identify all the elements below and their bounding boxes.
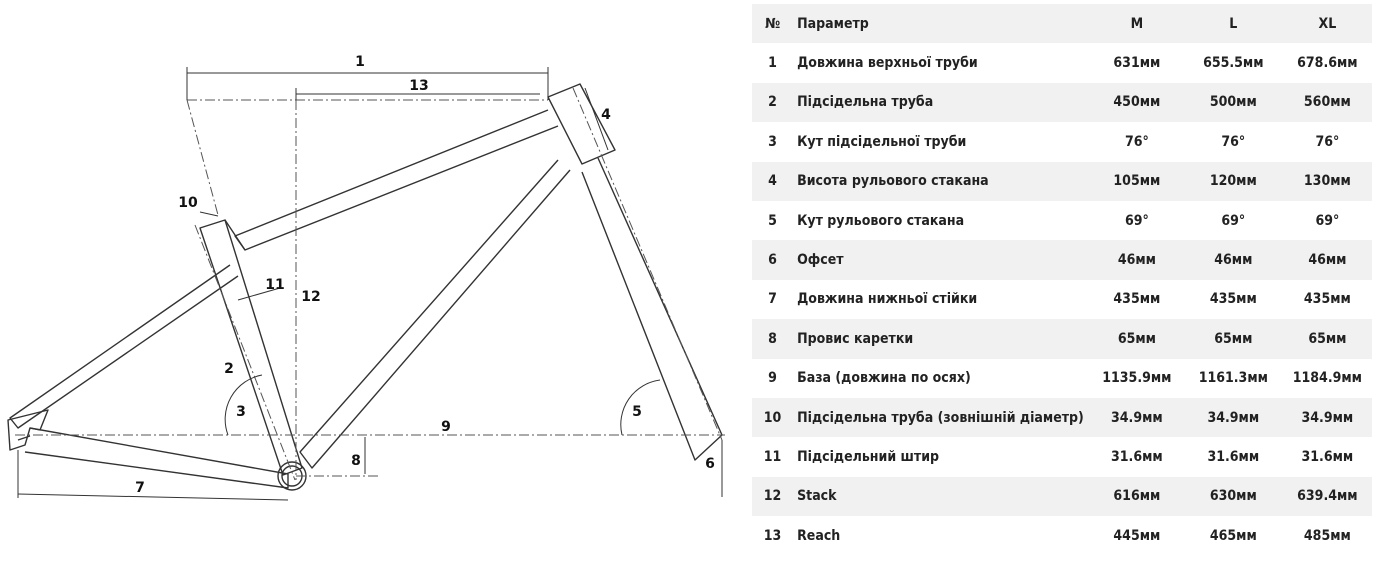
- label-10: 10: [178, 195, 198, 211]
- row-value-m: 34.9мм: [1090, 398, 1184, 437]
- row-value-l: 630мм: [1184, 477, 1283, 516]
- diagram-labels: [135, 54, 715, 496]
- row-value-xl: 678.6мм: [1297, 55, 1358, 72]
- row-num: 1: [768, 55, 777, 72]
- row-param: База (довжина по осях): [797, 370, 971, 387]
- label-1: 1: [355, 54, 365, 70]
- label-4: 4: [601, 107, 611, 123]
- table-row: [752, 280, 1372, 319]
- table-row: [752, 516, 1372, 555]
- label-9: 9: [441, 419, 451, 435]
- row-value-xl: 46мм: [1283, 240, 1372, 279]
- header-size-m: M: [1090, 4, 1184, 43]
- row-num: 4: [752, 162, 793, 201]
- label-2: 2: [224, 361, 234, 377]
- table-row: [752, 319, 1372, 358]
- row-value-m: 631мм: [1113, 55, 1161, 72]
- row-num: 9: [768, 370, 777, 387]
- row-value-l: 120мм: [1184, 162, 1283, 201]
- row-value-l: 655.5мм: [1203, 55, 1264, 72]
- row-value-xl: 130мм: [1283, 162, 1372, 201]
- label-11: 11: [265, 277, 285, 293]
- table-row: [752, 122, 1372, 161]
- row-param: Підсідельний штир: [797, 448, 940, 465]
- table-row: [752, 162, 1372, 201]
- row-value-l: 465мм: [1209, 527, 1257, 544]
- table-row: [752, 477, 1372, 516]
- row-param: Підсідельна труба (зовнішній діаметр): [793, 398, 1090, 437]
- label-6: 6: [705, 456, 715, 472]
- row-value-xl: 69°: [1315, 212, 1340, 229]
- row-num: 13: [763, 527, 782, 544]
- geometry-table: [752, 4, 1372, 555]
- table-row: [752, 359, 1372, 398]
- table-row: [752, 83, 1372, 122]
- row-value-m: 445мм: [1113, 527, 1161, 544]
- row-value-m: 46мм: [1090, 240, 1184, 279]
- row-param: Висота рульового стакана: [793, 162, 1090, 201]
- row-param: Кут підсідельної труби: [797, 133, 967, 150]
- row-param: Stack: [793, 477, 1090, 516]
- row-param: Довжина верхньої труби: [797, 55, 978, 72]
- label-5: 5: [632, 404, 642, 420]
- row-param: Підсідельна труба: [793, 83, 1090, 122]
- row-value-l: 500мм: [1184, 83, 1283, 122]
- construction-lines: [15, 88, 725, 480]
- table-row: [752, 240, 1372, 279]
- label-13: 13: [409, 78, 429, 94]
- label-12: 12: [301, 289, 321, 305]
- row-value-xl: 1184.9мм: [1292, 370, 1362, 387]
- header-num: №: [752, 4, 793, 43]
- row-value-xl: 65мм: [1283, 319, 1372, 358]
- row-value-m: 76°: [1124, 133, 1149, 150]
- row-value-m: 450мм: [1090, 83, 1184, 122]
- table-header-row: [752, 4, 1372, 43]
- row-value-m: 1135.9мм: [1102, 370, 1172, 387]
- table-row: [752, 398, 1372, 437]
- label-7: 7: [135, 480, 145, 496]
- row-num: 2: [752, 83, 793, 122]
- row-value-m: 65мм: [1090, 319, 1184, 358]
- label-3: 3: [236, 404, 246, 420]
- row-value-l: 69°: [1221, 212, 1246, 229]
- row-value-l: 65мм: [1184, 319, 1283, 358]
- row-value-xl: 485мм: [1303, 527, 1351, 544]
- row-value-xl: 34.9мм: [1283, 398, 1372, 437]
- header-param: Параметр: [793, 4, 1090, 43]
- row-num: 12: [752, 477, 793, 516]
- row-num: 7: [768, 291, 777, 308]
- row-value-xl: 76°: [1315, 133, 1340, 150]
- row-value-l: 46мм: [1184, 240, 1283, 279]
- row-param: Кут рульового стакана: [797, 212, 965, 229]
- row-num: 10: [752, 398, 793, 437]
- table-row: [752, 43, 1372, 82]
- row-param: Офсет: [793, 240, 1090, 279]
- row-num: 3: [768, 133, 777, 150]
- row-value-l: 1161.3мм: [1198, 370, 1268, 387]
- row-value-m: 31.6мм: [1111, 448, 1163, 465]
- bike-frame: [8, 84, 722, 490]
- row-value-xl: 639.4мм: [1283, 477, 1372, 516]
- header-size-xl: XL: [1283, 4, 1372, 43]
- row-value-xl: 435мм: [1303, 291, 1351, 308]
- row-num: 6: [752, 240, 793, 279]
- row-param: Довжина нижньої стійки: [797, 291, 978, 308]
- label-8: 8: [351, 453, 361, 469]
- row-value-m: 105мм: [1090, 162, 1184, 201]
- row-value-m: 435мм: [1113, 291, 1161, 308]
- row-num: 5: [768, 212, 777, 229]
- row-param: Reach: [797, 527, 841, 544]
- table-row: [752, 201, 1372, 240]
- row-value-m: 616мм: [1090, 477, 1184, 516]
- row-value-m: 69°: [1124, 212, 1149, 229]
- table-row: [752, 437, 1372, 476]
- row-value-l: 31.6мм: [1207, 448, 1260, 465]
- row-value-xl: 560мм: [1283, 83, 1372, 122]
- row-num: 8: [752, 319, 793, 358]
- header-size-l: L: [1184, 4, 1283, 43]
- row-param: Провис каретки: [793, 319, 1090, 358]
- row-value-xl: 31.6мм: [1301, 448, 1354, 465]
- row-value-l: 76°: [1221, 133, 1246, 150]
- row-num: 11: [763, 448, 782, 465]
- row-value-l: 435мм: [1209, 291, 1257, 308]
- row-value-l: 34.9мм: [1184, 398, 1283, 437]
